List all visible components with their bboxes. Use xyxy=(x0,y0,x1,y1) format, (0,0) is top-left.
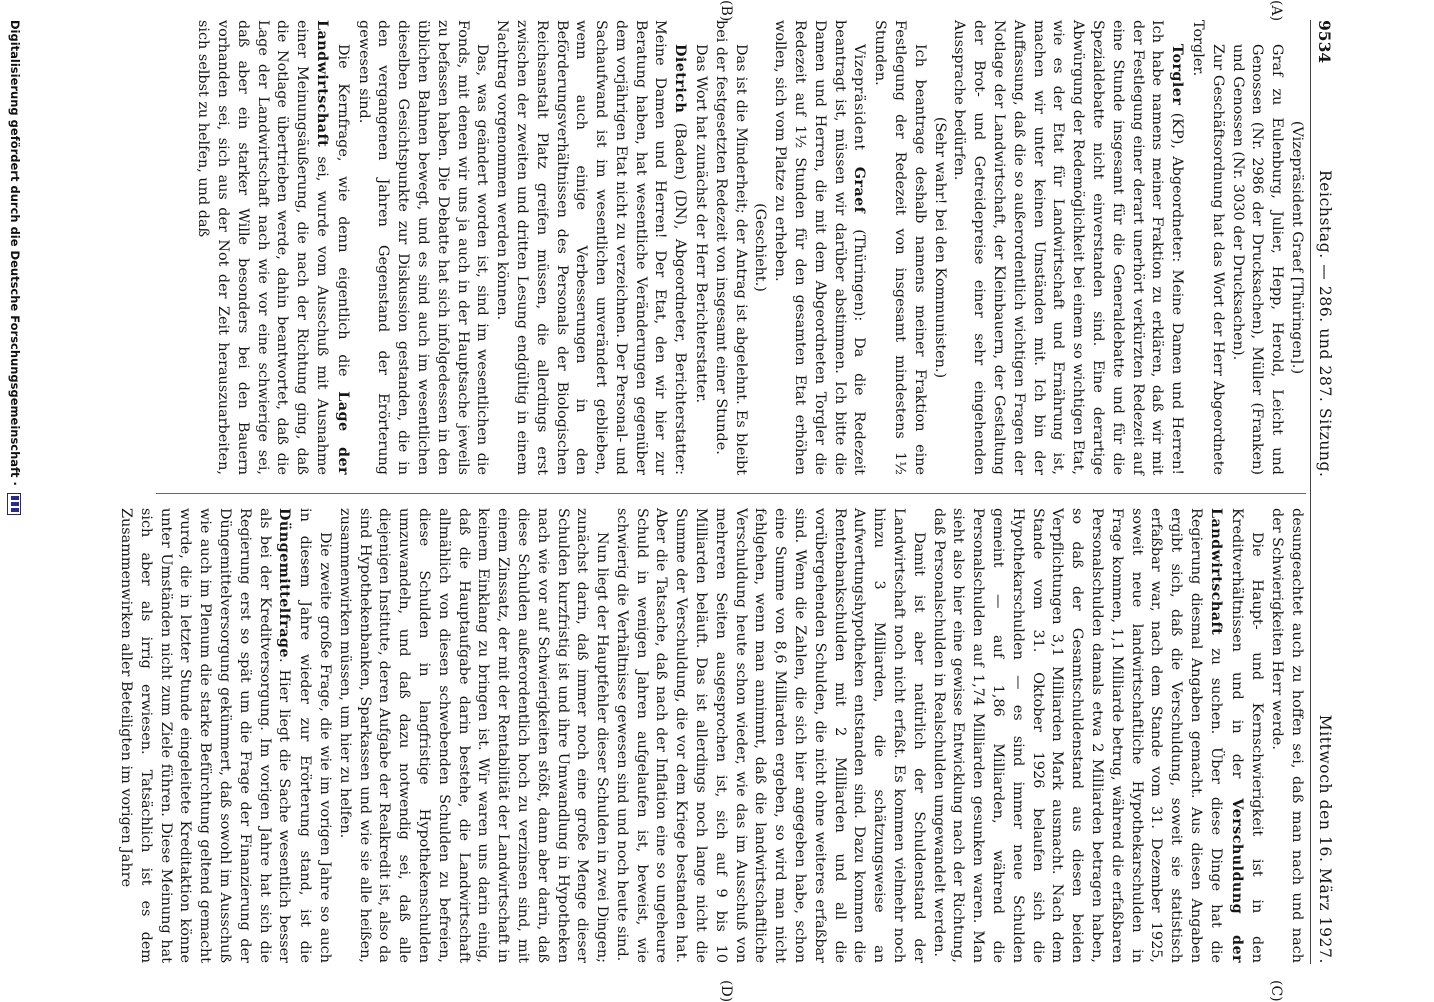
speaker-name: Graef xyxy=(851,166,869,214)
page-header xyxy=(1310,20,1334,964)
paragraph: Das ist die Minderheit; der Antrag ist abgelehnt. Es bleibt bei der festgesetzten Redezeit von insgesamt einer Stunde. xyxy=(712,20,749,475)
paragraph: Das, was geändert worden ist, sind im wesentlichen die Fonds, mit denen wir uns ja auch in der Hauptsache jeweils zu befassen haben. Die Debatte hat sich infolgedessen in den üblichen Bahnen bewegt, und es sind auch im wesentlichen dieselben Gesichtspunkte zur Diskussion gestanden, die in den vergangenen Jahren Gegenstand der Erörterung gewesen sind. xyxy=(355,20,491,475)
speaker-name: Torgler xyxy=(1169,44,1187,106)
paragraph: Damit ist aber natürlich der Schuldenstand der Landwirtschaft noch nicht erfaßt. Es kommen vielmehr noch hinzu 3 Milliarden, die schätzungsweise an Aufwertungshypotheken entstanden sind. Dazu kommen die Rentenbankschulden mit 2 Milliarden und all die vorübergehenden Schulden, die nicht ohne weiteres erfaßbar sind. Wenn die Zahlen, die sich hier angegeben habe, schon eine Summe von 8,6 Milliarden ergeben, so wird man nicht fehlgehen, wenn man annimmt, daß die landwirtschaftliche Verschuldung heute schon wieder, wie das im Ausschuß von mehreren Seiten ausgesprochen ist, sich auf 9 bis 10 Milliarden beläuft. Das ist allerdings noch lange nicht die Summe der Verschuldung, die vor dem Kriege bestanden hat. Aber die Tatsache, daß nach der Inflation eine so ungeheure Schuld in wenigen Jahren aufgelaufen ist, beweist, wie schwierig die Verhältnisse gewesen sind und noch heute sind. xyxy=(613,508,927,963)
paragraph: Das Wort hat zunächst der Herr Berichterstatter. xyxy=(693,44,710,404)
margin-marker-d: (D) xyxy=(718,980,734,1002)
text-run: . Hier liegt die Sache wesentlich besser als bei der Kreditversorgung. Im vorigen Jahre hat sich die Regierung erst so spät um die Frage der Finanzierung der Düngemittelversorgung gekümmert, daß sowohl im Ausschuß wie auch im Plenum die starke Befürchtung geltend gemacht wurde, die in letzter Stunde eingeleitete Kreditaktion könne unter Umständen nicht zum Ziele führen. Diese Meinung hat sich aber als irrig erwiesen. Tatsächlich ist es dem Zusammenwirken aller Beteiligten im vorigen Jahre xyxy=(117,508,293,963)
emphasis: Verschuldung der Landwirtschaft xyxy=(1207,508,1246,963)
text-run: zu suchen. Über diese Dinge hat die Regierung diesmal Angaben gemacht. Aus diesen Angaben ergibt sich, daß die Verschuldung, soweit sie statistisch erfaßbar war, nach dem Stande vom 31. Dezember 1925, soweit neue landwirtschaftliche Hypothekarschulden in Frage kommen, 1,1 Milliarde betrug, während die erfaßbaren Personalschulden damals etwa 2 Milliarden betragen haben, so daß der Gesamtschuldenstand aus diesen beiden Verpflichtungen 3,1 Milliarden Mark ausmacht. Nach dem Stande vom 31. Oktober 1926 belaufen sich die Hypothekarschulden — es sind immer neue Schulden gemeint — auf 1,86 Milliarden, während die Personalschulden auf 1,74 Milliarden gesunken waren. Man sieht also hier eine gewisse Entwicklung nach der Richtung, daß Personalschulden in Realschulden umgewandelt werden. xyxy=(930,508,1224,964)
emphasis: Lage der Landwirtschaft xyxy=(313,20,352,476)
paragraph xyxy=(928,508,1267,963)
paragraph: Zur Geschäftsordnung hat das Wort der Herr Abgeordnete Torgler. xyxy=(1190,20,1226,475)
column-divider xyxy=(156,493,1306,494)
speaker-context: (Vizepräsident Graef [Thüringen].) xyxy=(1289,120,1305,375)
text-run: sei, wurde vom Ausschuß mit Ausnahme einer Meinungsäußerung, die nach der Richtung ging, daß die Notlage übertrieben werde, dahin beantwortet, daß die Lage der Landwirtschaft nach wie vor eine schwierige sei, daß aber ein starker Wille besonders bei den Bauern vorhanden sei, sich aus der Not der Zeit herauszuarbeiten, sich selbst zu helfen, und daß xyxy=(195,20,330,476)
header-rule xyxy=(1310,20,1311,964)
interjection: (Geschieht.) xyxy=(752,203,769,292)
interjection: (Sehr wahr! bei den Kommunisten.) xyxy=(931,116,948,379)
right-column xyxy=(115,508,1306,963)
speech-text: (KP), Abgeordneter: Meine Damen und Herren! Ich habe namens meiner Fraktion zu erklären, daß wir mit der Festlegung einer derart unerhört verkürzten Redezeit auf eine Stunde insgesamt für die Generaldebatte und für die Spezialdebatte nicht einverstanden sind. Eine derartige Abwürgung der Redemöglichkeit bei einem so wichtigen Etat, wie es der Etat für Landwirtschaft und Ernährung ist, machen wir unter keinen Umständen mit. Ich bin der Auffassung, daß die so außerordentlich wichtigen Fragen der Notlage der Landwirtschaft, der Kleinbauern, der Gestaltung der Brot- und Getreidepreise einer sehr eingehenden Aussprache bedürfen. xyxy=(951,20,1186,475)
paragraph: desungeachtet auch zu hoffen sei, daß man nach und nach der Schwierigkeiten Herr werde. xyxy=(1269,508,1305,963)
paragraph: Ich beantrage deshalb namens meiner Fraktion eine Festlegung der Redezeit von insgesamt mindestens 1½ Stunden. xyxy=(872,20,928,475)
speech-text: (Thüringen): Da die Redezeit beantragt ist, müssen wir darüber abstimmen. Ich bitte die Damen und Herren, die mit dem Abgeordneten Torgler die Redezeit auf 1½ Stunden für den gesamten Etat erhöhen wollen, sich vom Platze zu erheben. xyxy=(772,20,868,475)
left-column xyxy=(192,20,1306,475)
margin-marker-b: (B) xyxy=(718,0,734,22)
emphasis: Düngemittelfrage xyxy=(276,508,294,658)
page-number: 9534 xyxy=(1315,20,1334,64)
digitization-credit xyxy=(8,20,23,980)
speech-torgler xyxy=(949,20,1188,475)
speaker-role: Vizepräsident xyxy=(851,44,868,151)
margin-marker-a: (A) xyxy=(1268,0,1284,22)
speech-graef xyxy=(769,20,869,475)
motion-list: Graf zu Eulenburg, Julier, Hepp, Herold, Leicht und Genossen (Nr. 2986 der Drucksachen), Müller (Franken) und Genossen (Nr. 3030 der Drucksachen). xyxy=(1229,44,1286,475)
session-title: Reichstag. — 286. und 287. Sitzung. xyxy=(1316,170,1334,478)
paragraph xyxy=(192,20,352,475)
paragraph: Nun liegt der Hauptfehler dieser Schulden in zwei Dingen; zunächst darin, daß immer noch eine große Menge dieser Schulden kurzfristig ist und ihre Umwandlung in Hypotheken nach wie vor auf Schwierigkeiten stößt, dann aber darin, daß diese Schulden außerordentlich hoch zu verzinsen sind, mit einem Zinssatz, der mit der Rentabilität der Landwirtschaft in keinem Einklang zu bringen ist. Wir waren uns darin einig, daß die Hauptaufgabe darin bestehe, die Landwirtschaft allmählich von diesen schwebenden Schulden zu befreien, diese Schulden in langfristige Hypothekenschulden umzuwandeln, und daß dazu notwendig sei, daß alle diejenigen Institute, deren Aufgabe der Realkredit ist, also da sind Hypothekenbanken, Sparkassen und wie sie alle heißen, zusammenwirken müssen, um hier zu helfen. xyxy=(336,508,611,963)
text-run: Die zweite große Frage, die wie im vorigen Jahre so auch in diesem Jahre wieder zur Erörterung stand, ist die xyxy=(297,508,333,963)
speech-dietrich xyxy=(491,20,690,475)
dfg-logo xyxy=(8,493,22,515)
speech-text: (Baden) (DN), Abgeordneter, Berichterstatter: Meine Damen und Herren! Der Etat, den wir hier zur Beratung haben, hat wesentliche Veränderungen gegenüber dem vorjährigen Etat nicht zu verzeichnen. Der Personal- und Sachaufwand ist im wesentlichen unverändert geblieben, wenn auch einige Verbesserungen in den Beförderungsverhältnissen des Personals der Biologischen Reichsanstalt Platz greifen müssen, die allerdings erst zwischen der zweiten und dritten Lesung endgültig in einem Nachtrag vorgenommen werden können. xyxy=(494,20,689,476)
speaker-name: Dietrich xyxy=(672,44,690,114)
credit-text: Digitalisierung gefördert durch die Deutsche Forschungsgemeinschaft · xyxy=(8,20,22,486)
session-date: Mittwoch den 16. März 1927. xyxy=(1316,714,1334,964)
margin-marker-c: (C) xyxy=(1268,980,1284,1002)
text-run: Die Kernfrage, wie denn eigentlich die xyxy=(334,44,351,377)
text-run: Die Haupt- und Kernschwierigkeit ist in den Kreditverhältnissen und in der xyxy=(1228,508,1266,963)
paragraph xyxy=(115,508,334,963)
